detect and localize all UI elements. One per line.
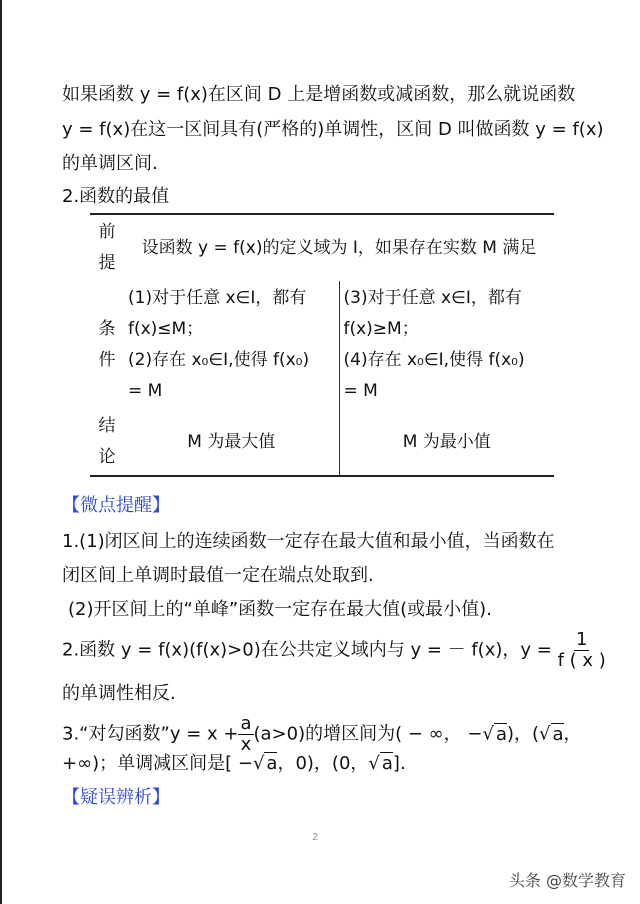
cell-line: (1)对于任意 x∈I，都有 — [128, 288, 307, 308]
intro-line: y = f(x)在这一区间具有(严格的)单调性，区间 D 叫做函数 y = f(x) — [62, 119, 604, 140]
table-row — [90, 409, 554, 476]
text: 3.“对勾函数”y = x + — [62, 723, 239, 745]
table-row — [90, 214, 554, 281]
cell-line: (3)对于任意 x∈I，都有 — [343, 288, 522, 308]
cell-line: = M — [128, 381, 163, 401]
cell-line: (2)存在 x₀∈I,使得 f(x₀) — [128, 350, 310, 370]
confuse-heading: 【疑误辨析】 — [62, 787, 170, 808]
page-number: 2 — [312, 832, 319, 843]
tip-line — [62, 630, 606, 671]
conclusion-max: M 为最大值 — [187, 431, 276, 452]
condition-max-cell — [124, 281, 339, 409]
numerator: a — [240, 713, 252, 734]
sqrt-radicand: a — [381, 753, 393, 774]
text: ， — [563, 723, 582, 745]
tip-line: (2)开区间上的“单峰”函数一定存在最大值(或最小值). — [68, 599, 492, 620]
tip-line: 3.“对勾函数”y = x + $\frac{a}{x}$ (a>0)的增区间为( − ∞， −√ a)，(√ a， — [62, 713, 582, 755]
tip-line: +∞)；单调减区间是[ −√ a，0)，(0，√ a]. — [62, 753, 406, 774]
premise-cell: 设函数 y = f(x)的定义域为 I，如果存在实数 M 满足 — [141, 237, 537, 258]
section-heading: 2.函数的最值 — [62, 186, 170, 207]
fraction — [558, 630, 606, 671]
extremum-table — [90, 213, 554, 477]
sqrt-radicand: a — [266, 753, 278, 774]
numerator: 1 — [575, 629, 588, 650]
tip-line: 的单调性相反. — [62, 683, 176, 704]
cell-line: f(x)≥M； — [343, 319, 419, 339]
cell-line: = M — [343, 381, 378, 401]
condition-min-cell — [339, 281, 554, 409]
sqrt-radicand: a — [495, 723, 507, 745]
text: ]. — [392, 753, 406, 774]
cell-line: (4)存在 x₀∈I,使得 f(x₀) — [343, 350, 525, 370]
text: 2.函数 y = f(x)(f(x)>0)在公共定义域内与 y = － f(x)，y = — [62, 639, 552, 661]
row-header: 件 — [98, 350, 116, 370]
tip-line: 闭区间上单调时最值一定在端点处取到. — [62, 565, 374, 586]
text: ，0)，(0， — [277, 753, 369, 774]
row-header: 结 — [98, 416, 116, 436]
text: )，( — [506, 723, 540, 745]
conclusion-min: M 为最小值 — [339, 409, 554, 476]
text: (a>0)的增区间为( − ∞， − — [253, 723, 483, 745]
row-header: 条 — [98, 319, 116, 339]
denominator: f ( x ) — [557, 650, 606, 671]
denominator: x — [240, 734, 252, 755]
text: +∞)；单调减区间是[ − — [62, 753, 253, 774]
intro-line: 如果函数 y = f(x)在区间 D 上是增函数或减函数，那么就说函数 — [62, 84, 576, 105]
row-header: 提 — [98, 253, 116, 273]
tip-heading: 【微点提醒】 — [62, 495, 170, 516]
row-header: 前 — [98, 222, 116, 242]
cell-line: f(x)≤M； — [128, 319, 204, 339]
tip-line: 1.(1)闭区间上的连续函数一定存在最大值和最小值，当函数在 — [62, 531, 555, 552]
sqrt-radicand: a — [552, 723, 564, 745]
watermark: 头条 @数学教育 — [508, 871, 626, 890]
intro-line: 的单调区间. — [62, 153, 158, 174]
row-header: 论 — [98, 447, 116, 467]
table-row — [90, 281, 554, 409]
fraction — [238, 714, 253, 755]
